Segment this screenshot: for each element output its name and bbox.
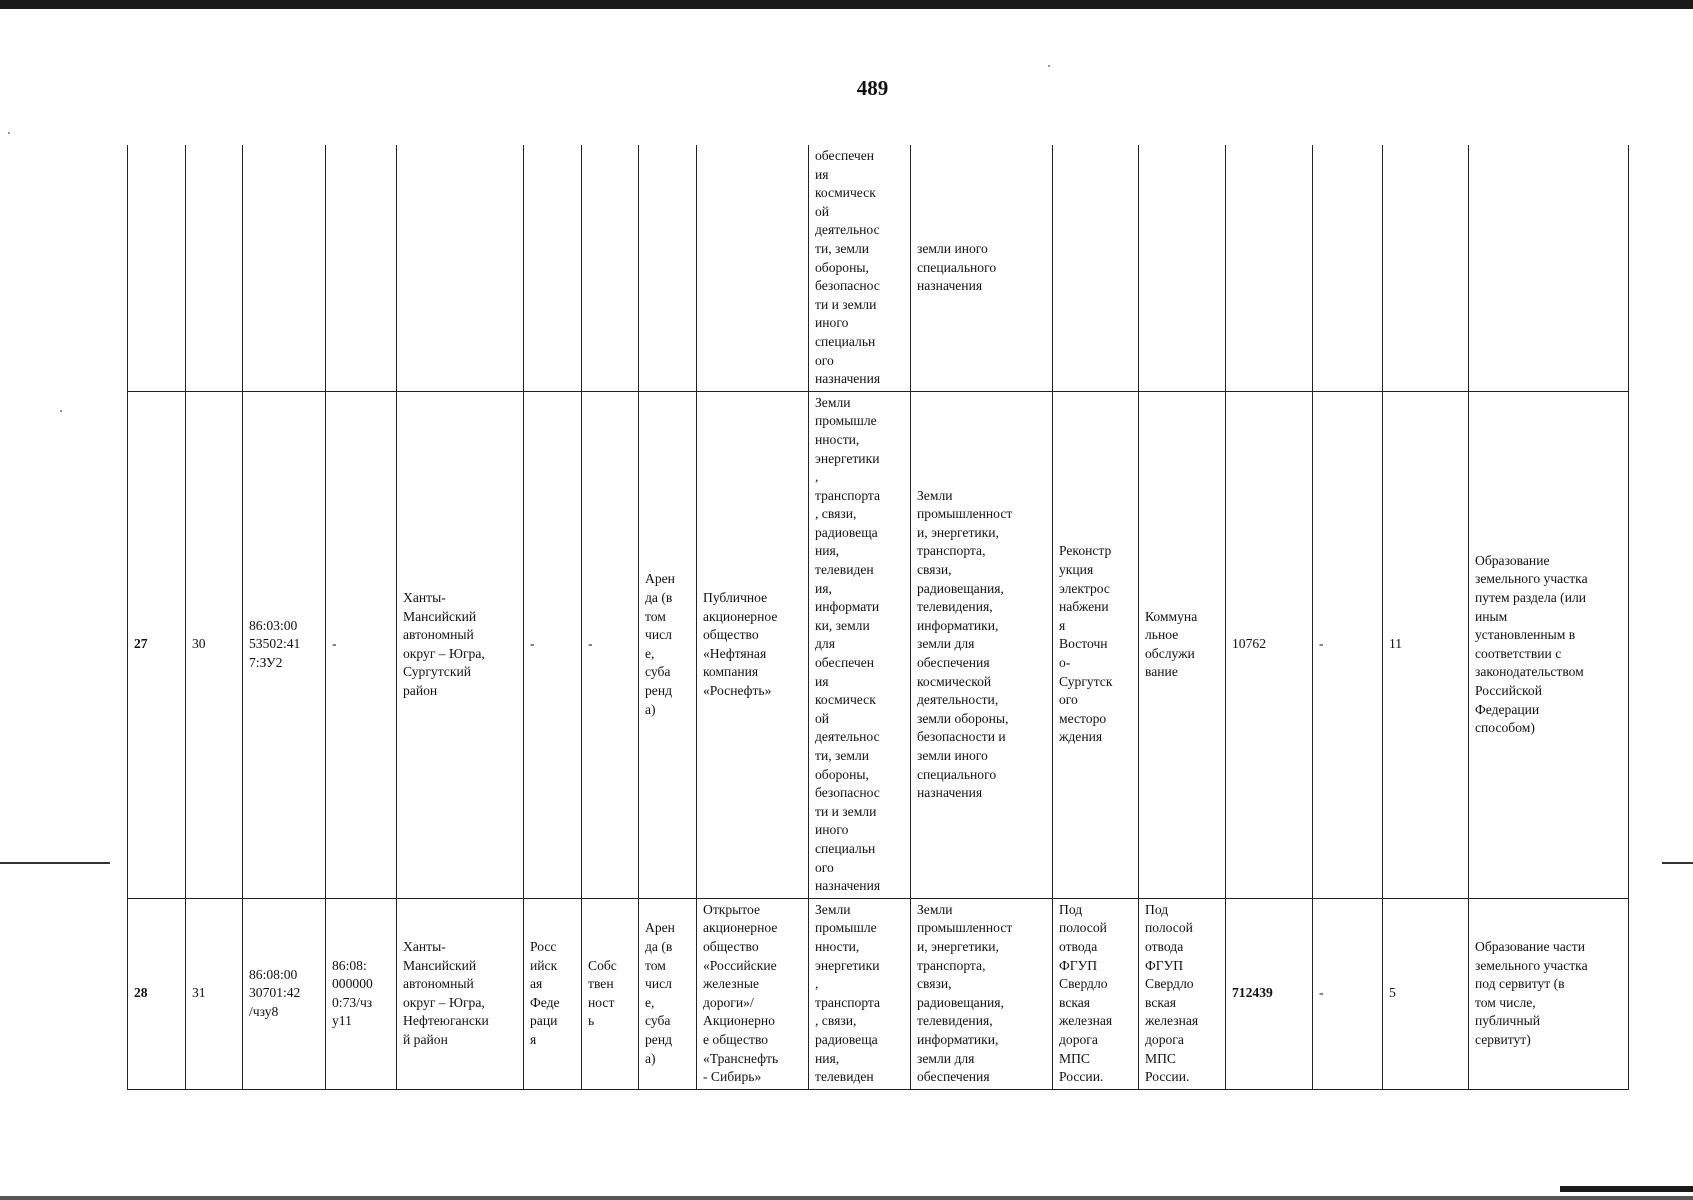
land-category-cell: Земли промышле нности, энергетики , транспорта , связи, радиовеща ния, телевиден xyxy=(809,898,911,1089)
right-type-cell: Собс твен ност ь xyxy=(582,898,639,1089)
table-cell xyxy=(1383,145,1469,391)
cadastral-number-cell: 86:08:00 30701:42 /чзу8 xyxy=(243,898,326,1089)
scan-speck xyxy=(60,410,62,412)
table-cell: - xyxy=(582,391,639,898)
table-cell xyxy=(1226,145,1313,391)
purpose-cell: Под полосой отвода ФГУП Свердло вская железная дорога МПС России. xyxy=(1053,898,1139,1089)
table-cell xyxy=(1053,145,1139,391)
left-margin-mark xyxy=(0,862,110,864)
table-cell xyxy=(243,145,326,391)
right-margin-mark xyxy=(1662,862,1693,864)
table-cell: - xyxy=(524,391,582,898)
area-cell: 10762 xyxy=(1226,391,1313,898)
land-category-cell: Земли промышленност и, энергетики, транспорта, связи, радиовещания, телевидения, информатики, земли для обеспечения космической деятельности, земли обороны, безопасности и земли иного специального назначения xyxy=(911,391,1053,898)
row-number-cell: 27 xyxy=(128,391,186,898)
table-cell xyxy=(326,145,397,391)
table-cell xyxy=(524,145,582,391)
permitted-use-cell: Под полосой отвода ФГУП Свердло вская железная дорога МПС России. xyxy=(1139,898,1226,1089)
table-row-continuation xyxy=(128,145,1629,391)
table-cell: 5 xyxy=(1383,898,1469,1089)
row-number-cell: 28 xyxy=(128,898,186,1089)
area-cell: 712439 xyxy=(1226,898,1313,1089)
bottom-border-rule-thick xyxy=(1560,1186,1693,1192)
table-cell: - xyxy=(1313,898,1383,1089)
table-cell xyxy=(697,145,809,391)
table-cell xyxy=(1469,145,1629,391)
table-cell: - xyxy=(1313,391,1383,898)
bottom-border-rule xyxy=(0,1196,1693,1200)
right-type-cell: Арен да (в том числ е, суба ренд а) xyxy=(639,898,697,1089)
right-type-cell: Арен да (в том числ е, суба ренд а) xyxy=(639,391,697,898)
land-category-cell: обеспечен ия космическ ой деятельнос ти, земли обороны, безопаснос ти и земли иного специальн ого назначения xyxy=(809,145,911,391)
holder-cell: Публичное акционерное общество «Нефтяная компания «Роснефть» xyxy=(697,391,809,898)
table-cell xyxy=(1313,145,1383,391)
table-cell xyxy=(582,145,639,391)
cadastral-number-cell: 86:08: 000000 0:73/чз у11 xyxy=(326,898,397,1089)
location-cell: Ханты- Мансийский автономный округ – Югра, Нефтеюгански й район xyxy=(397,898,524,1089)
table-cell xyxy=(397,145,524,391)
land-category-cell: Земли промышле нности, энергетики , транспорта , связи, радиовеща ния, телевиден ия, информати ки, земли для обеспечен ия космическ ой деятельнос ти, земли обороны, безопаснос ти и земли иного специальн ого назначения xyxy=(809,391,911,898)
top-border-rule xyxy=(0,0,1693,9)
permitted-use-cell: Коммуна льное обслужи вание xyxy=(1139,391,1226,898)
table-cell: 31 xyxy=(186,898,243,1089)
table-cell: 30 xyxy=(186,391,243,898)
owner-cell: Росс ийск ая Феде раци я xyxy=(524,898,582,1089)
table-cell xyxy=(1139,145,1226,391)
table-row xyxy=(128,391,1629,898)
cadastral-number-cell: 86:03:00 53502:41 7:ЗУ2 xyxy=(243,391,326,898)
formation-method-cell: Образование части земельного участка под сервитут (в том числе, публичный сервитут) xyxy=(1469,898,1629,1089)
scan-speck xyxy=(1048,65,1050,67)
location-cell: Ханты- Мансийский автономный округ – Югра, Сургутский район xyxy=(397,391,524,898)
land-category-cell: Земли промышленност и, энергетики, транспорта, связи, радиовещания, телевидения, информатики, земли для обеспечения xyxy=(911,898,1053,1089)
table-cell xyxy=(128,145,186,391)
table-cell: - xyxy=(326,391,397,898)
page-number: 489 xyxy=(856,76,889,100)
formation-method-cell: Образование земельного участка путем раздела (или иным установленным в соответствии с законодательством Российской Федерации способом) xyxy=(1469,391,1629,898)
land-category-cell: земли иного специального назначения xyxy=(911,145,1053,391)
table-cell xyxy=(186,145,243,391)
purpose-cell: Реконстр укция электрос набжени я Восточн о- Сургутск ого месторо ждения xyxy=(1053,391,1139,898)
table-cell: 11 xyxy=(1383,391,1469,898)
land-plots-table xyxy=(127,145,1629,1090)
table-row xyxy=(128,898,1629,1089)
holder-cell: Открытое акционерное общество «Российские железные дороги»/ Акционерно е общество «Транснефть - Сибирь» xyxy=(697,898,809,1089)
table-cell xyxy=(639,145,697,391)
scan-speck xyxy=(8,132,10,134)
